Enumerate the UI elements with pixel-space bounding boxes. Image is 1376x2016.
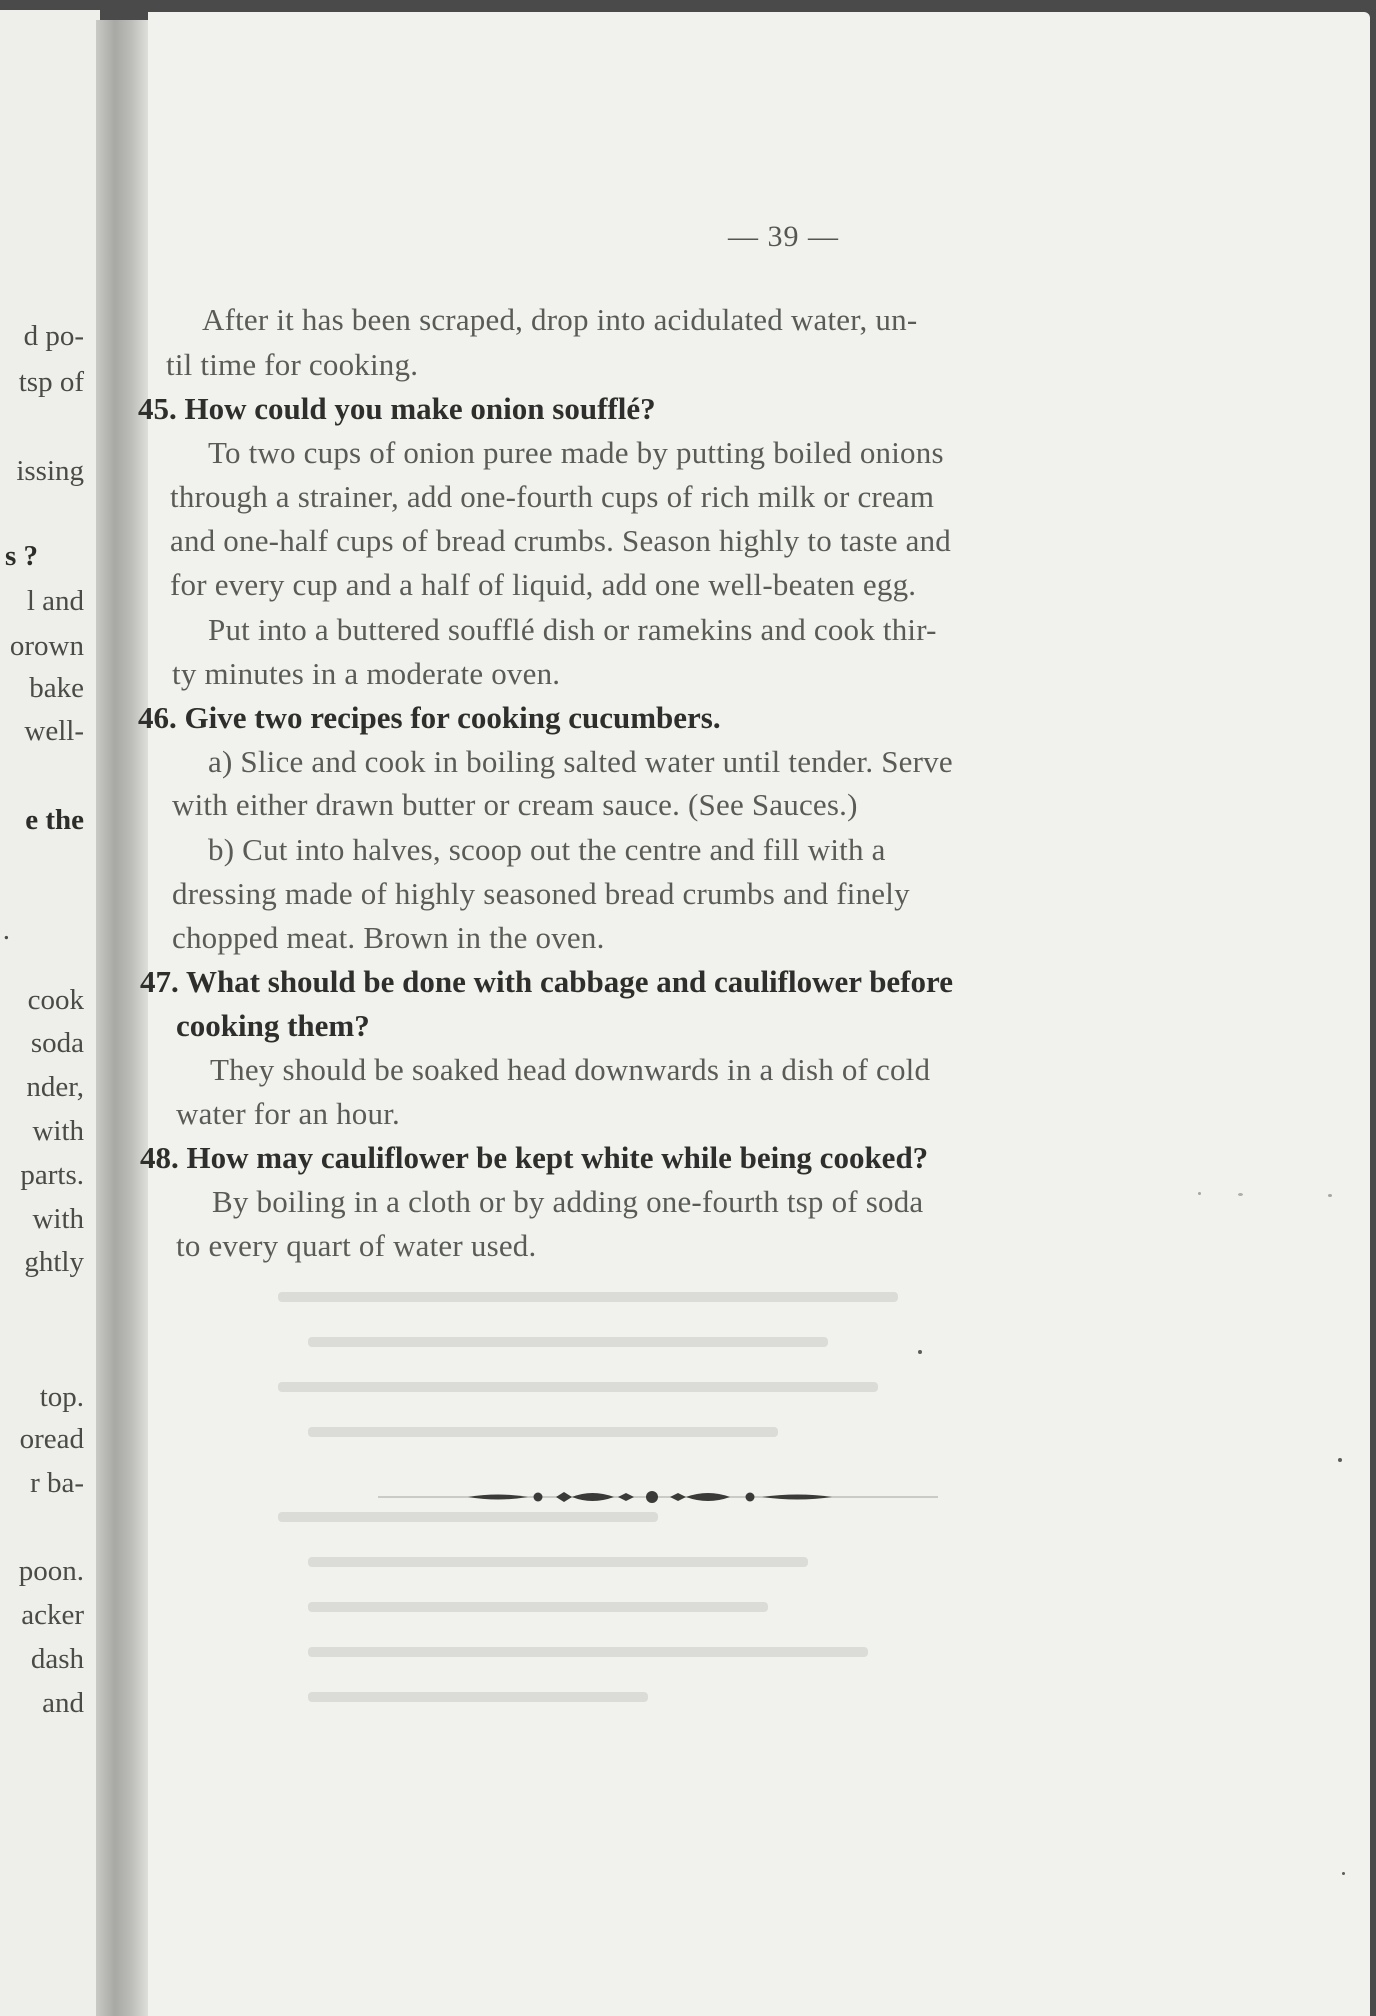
body-line: By boiling in a cloth or by adding one-fourth tsp of soda <box>212 1184 924 1219</box>
left-page-fragment: . <box>2 914 10 946</box>
question-heading: 46. Give two recipes for cooking cucumbers. <box>138 700 721 735</box>
paper-speck <box>1238 1193 1243 1196</box>
question-heading: 47. What should be done with cabbage and cauliflower before <box>140 964 953 999</box>
show-through-texture <box>268 1282 1128 1762</box>
paper-speck <box>1198 1192 1201 1195</box>
body-line: for every cup and a half of liquid, add one well-beaten egg. <box>170 567 917 602</box>
left-page-fragment: s ? <box>4 540 38 572</box>
binding-gutter <box>96 20 150 2016</box>
paper-speck <box>1328 1194 1332 1197</box>
body-line: with either drawn butter or cream sauce. (See Sauces.) <box>172 787 858 822</box>
body-line: After it has been scraped, drop into acidulated water, un- <box>202 302 918 337</box>
left-page-fragment: r ba- <box>30 1467 84 1499</box>
left-page-fragment: e the <box>25 804 84 836</box>
left-page-fragment: and <box>42 1687 84 1719</box>
page <box>138 12 1370 2016</box>
left-page-fragment: oread <box>19 1423 84 1455</box>
left-page-fragment: tsp of <box>18 366 84 398</box>
body-line: ty minutes in a moderate oven. <box>172 656 561 691</box>
question-heading: 48. How may cauliflower be kept white while being cooked? <box>140 1140 929 1175</box>
left-page-fragment: with <box>32 1203 84 1235</box>
question-heading: cooking them? <box>176 1008 370 1043</box>
page-number: — 39 — <box>728 220 839 253</box>
body-line: They should be soaked head downwards in a dish of cold <box>210 1052 931 1087</box>
paper-speck <box>1338 1458 1342 1462</box>
left-page-fragment: well- <box>24 715 84 747</box>
left-page-fragment: dash <box>30 1643 84 1675</box>
left-page-fragment: nder, <box>26 1071 84 1103</box>
decorative-ornament-divider <box>378 1482 938 1512</box>
body-line: b) Cut into halves, scoop out the centre and fill with a <box>208 832 886 867</box>
left-page-fragment: d po- <box>23 320 84 352</box>
paper-speck <box>918 1350 922 1354</box>
left-page-fragment: parts. <box>20 1159 84 1191</box>
body-line: through a strainer, add one-fourth cups of rich milk or cream <box>170 479 935 514</box>
body-line: To two cups of onion puree made by putting boiled onions <box>208 435 944 470</box>
left-page-fragment: issing <box>16 455 84 487</box>
left-page-fragment: soda <box>30 1027 84 1059</box>
left-page-fragment: ghtly <box>24 1246 84 1278</box>
body-line: chopped meat. Brown in the oven. <box>172 920 605 955</box>
body-line: Put into a buttered soufflé dish or ramekins and cook thir- <box>208 612 937 647</box>
body-line: to every quart of water used. <box>176 1228 537 1263</box>
left-page-fragment: l and <box>26 585 84 617</box>
left-page-sliver <box>0 10 100 2016</box>
left-page-fragment: top. <box>39 1381 84 1413</box>
body-line: and one-half cups of bread crumbs. Season highly to taste and <box>170 523 951 558</box>
paper-speck <box>1342 1872 1345 1875</box>
left-page-fragment: cook <box>27 984 84 1016</box>
body-line: dressing made of highly seasoned bread crumbs and finely <box>172 876 910 911</box>
body-line: til time for cooking. <box>166 347 419 382</box>
left-page-fragment: orown <box>9 630 84 662</box>
left-page-fragment: poon. <box>18 1555 84 1587</box>
body-line: a) Slice and cook in boiling salted water until tender. Serve <box>208 744 953 779</box>
left-page-fragment: with <box>32 1115 84 1147</box>
question-heading: 45. How could you make onion soufflé? <box>138 391 656 426</box>
left-page-fragment: acker <box>21 1599 84 1631</box>
left-page-fragment: bake <box>29 672 84 704</box>
body-line: water for an hour. <box>176 1096 400 1131</box>
